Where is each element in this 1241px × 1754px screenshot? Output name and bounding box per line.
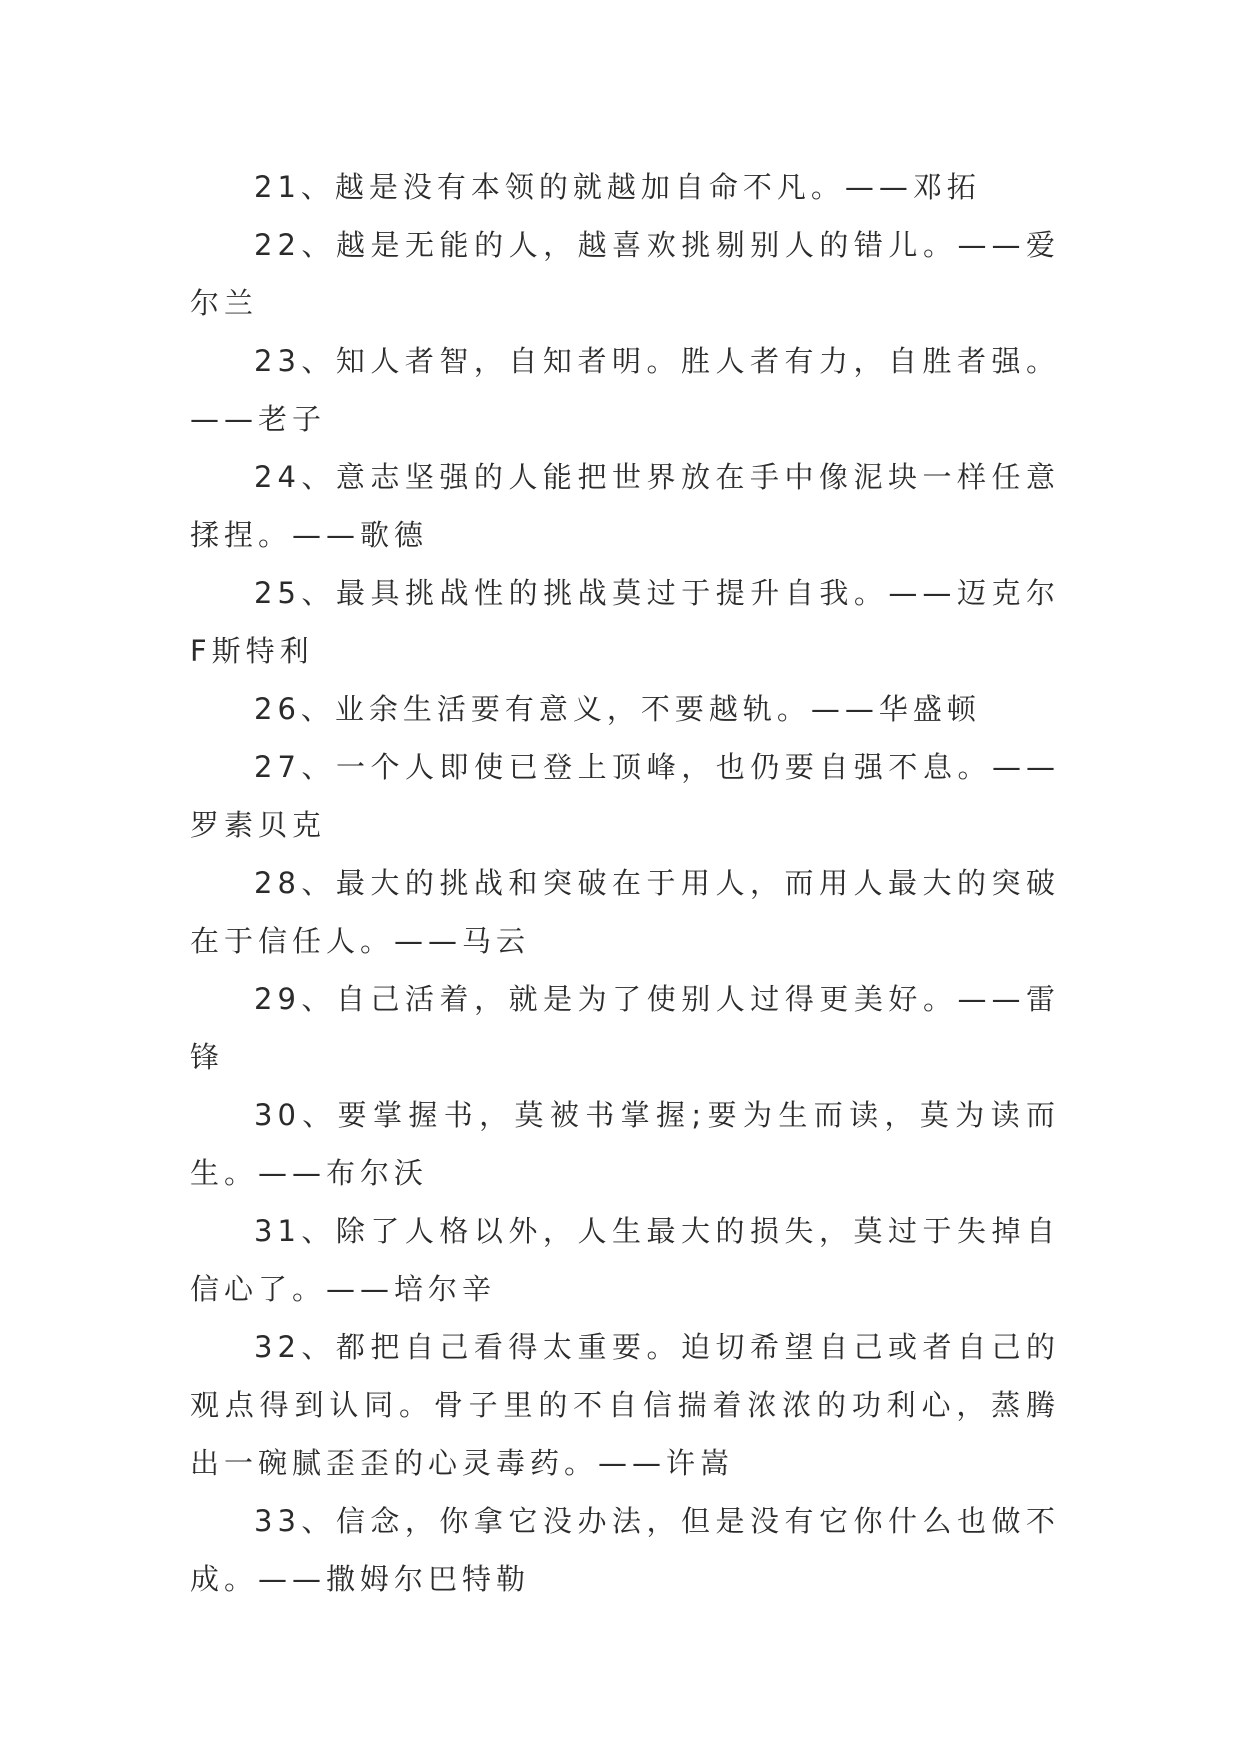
quote-33: 33、信念，你拿它没办法，但是没有它你什么也做不成。——撒姆尔巴特勒 [190,1504,1060,1596]
quote-32: 32、都把自己看得太重要。迫切希望自己或者自己的观点得到认同。骨子里的不自信揣着浓浓的功利心，蒸腾出一碗腻歪歪的心灵毒药。——许嵩 [190,1330,1060,1480]
quote-30: 30、要掌握书，莫被书掌握;要为生而读，莫为读而生。——布尔沃 [190,1098,1060,1190]
quote-list [190,158,1060,1608]
quote-21: 21、越是没有本领的就越加自命不凡。——邓拓 [254,170,981,204]
quote-25: 25、最具挑战性的挑战莫过于提升自我。——迈克尔F斯特利 [190,576,1060,668]
quote-27: 27、一个人即使已登上顶峰，也仍要自强不息。——罗素贝克 [190,750,1060,842]
quote-31: 31、除了人格以外，人生最大的损失，莫过于失掉自信心了。——培尔辛 [190,1214,1060,1306]
quote-26: 26、业余生活要有意义，不要越轨。——华盛顿 [254,692,981,726]
quote-24: 24、意志坚强的人能把世界放在手中像泥块一样任意揉捏。——歌德 [190,460,1060,552]
quote-29: 29、自己活着，就是为了使别人过得更美好。——雷锋 [190,982,1060,1074]
quote-28: 28、最大的挑战和突破在于用人，而用人最大的突破在于信任人。——马云 [190,866,1060,958]
quote-23: 23、知人者智，自知者明。胜人者有力，自胜者强。——老子 [190,344,1060,436]
quote-22: 22、越是无能的人，越喜欢挑剔别人的错儿。——爱尔兰 [190,228,1060,320]
